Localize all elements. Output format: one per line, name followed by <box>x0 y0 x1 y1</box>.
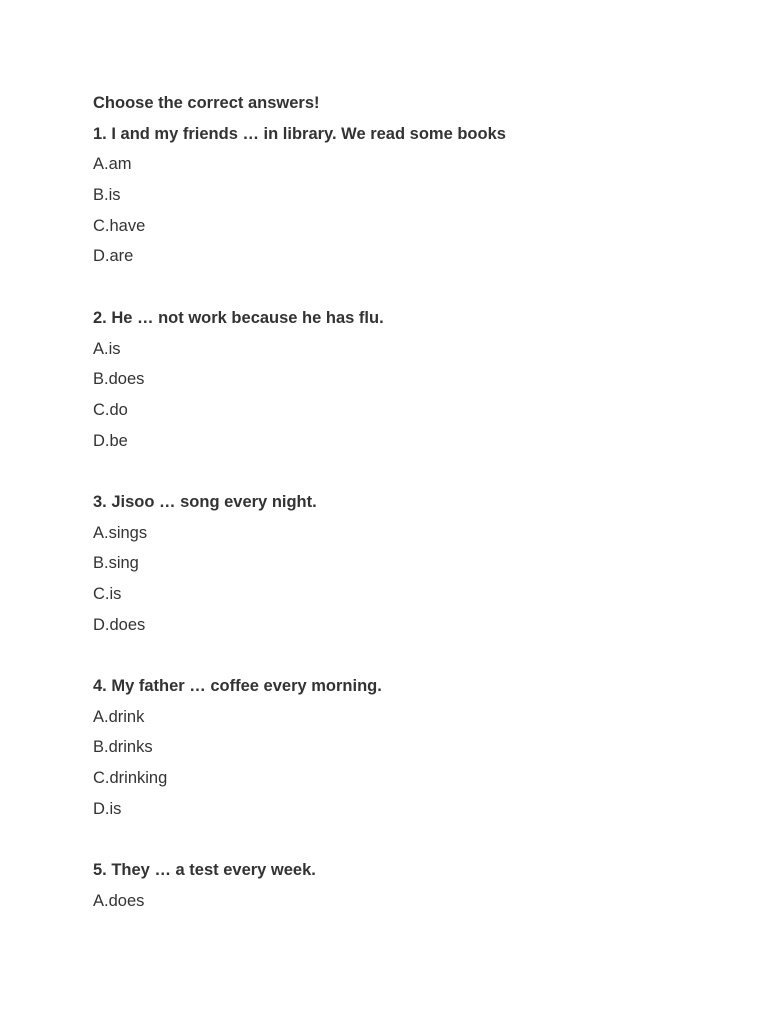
option-c: C.drinking <box>93 769 168 788</box>
option-a: A.drink <box>93 707 145 726</box>
spacer <box>93 640 713 671</box>
option-d: D.be <box>93 431 128 450</box>
question-text: 4. My father … coffee every morning. <box>93 677 382 696</box>
option-a: A.does <box>93 891 145 910</box>
question-text: 1. I and my friends … in library. We read some books <box>93 124 506 143</box>
question-3 <box>93 487 713 640</box>
document-page <box>93 88 713 917</box>
option-a: A.sings <box>93 523 148 542</box>
question-5 <box>93 855 713 916</box>
question-4 <box>93 671 713 824</box>
option-b: B.does <box>93 370 145 389</box>
spacer <box>93 825 713 856</box>
spacer <box>93 456 713 487</box>
option-a: A.is <box>93 339 121 358</box>
option-c: C.do <box>93 400 128 419</box>
option-b: B.is <box>93 186 121 205</box>
option-b: B.drinks <box>93 738 153 757</box>
question-1 <box>93 119 713 272</box>
option-d: D.does <box>93 615 146 634</box>
question-2 <box>93 303 713 456</box>
option-c: C.have <box>93 216 146 235</box>
option-c: C.is <box>93 585 122 603</box>
option-d: D.is <box>93 799 122 818</box>
option-a: A.am <box>93 155 132 174</box>
question-text: 3. Jisoo … song every night. <box>93 492 317 511</box>
spacer <box>93 272 713 303</box>
question-text: 5. They … a test every week. <box>93 861 316 880</box>
instruction-heading: Choose the correct answers! <box>93 94 320 112</box>
option-b: B.sing <box>93 554 139 573</box>
option-d: D.are <box>93 247 134 266</box>
question-text: 2. He … not work because he has flu. <box>93 308 384 327</box>
